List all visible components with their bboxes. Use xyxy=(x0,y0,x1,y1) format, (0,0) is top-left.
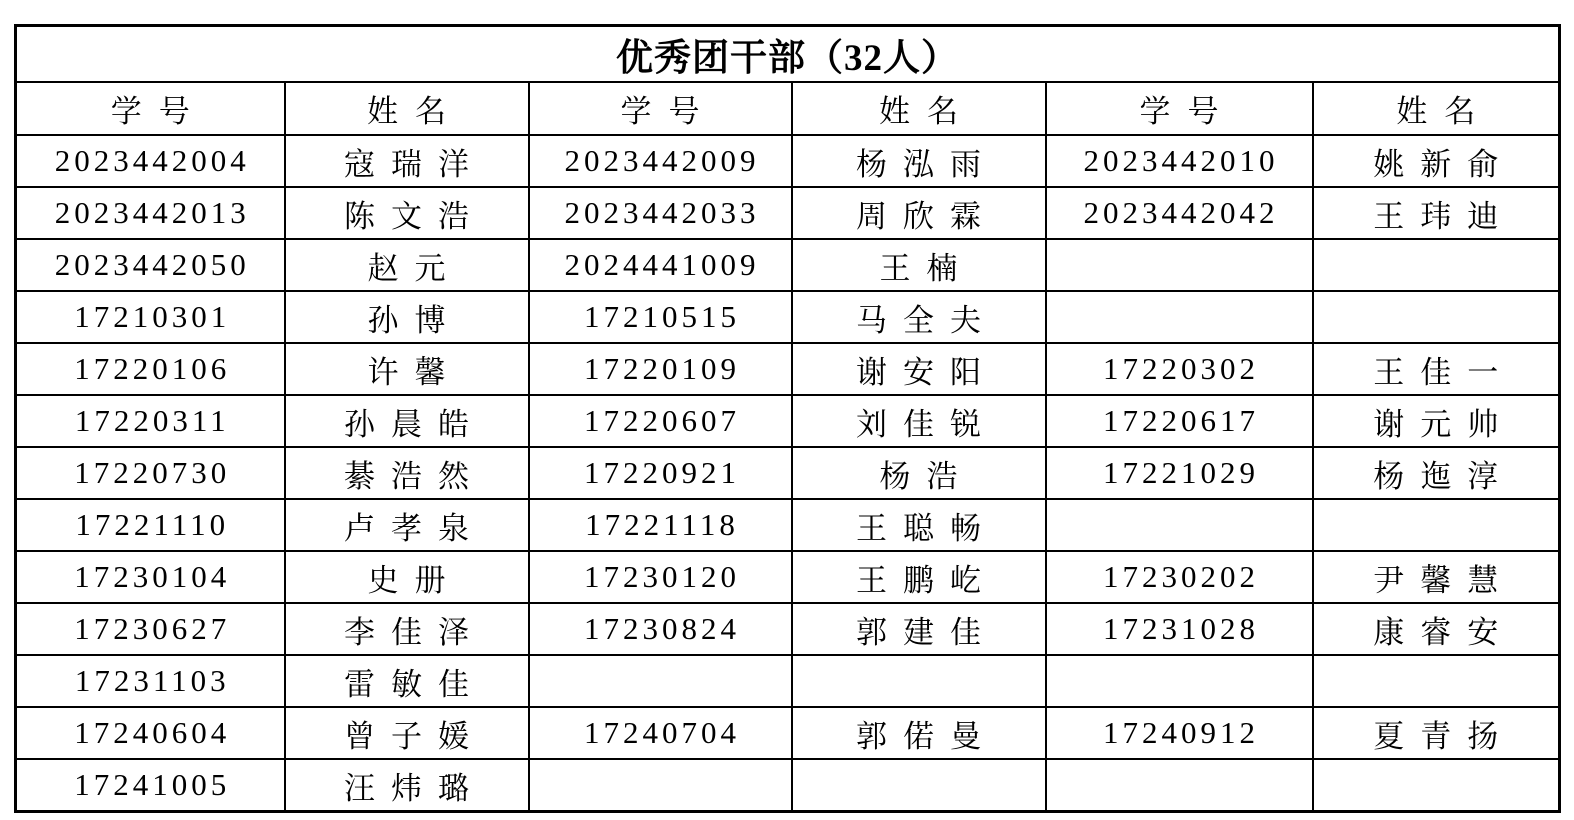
table-title: 优秀团干部（32人） xyxy=(16,26,1560,83)
student-id-cell: 17230104 xyxy=(16,551,285,603)
header-name: 姓名 xyxy=(285,82,529,135)
student-id-cell: 17220302 xyxy=(1046,343,1313,395)
student-id-cell xyxy=(529,655,792,707)
student-id-cell: 17231028 xyxy=(1046,603,1313,655)
name-cell: 雷敏佳 xyxy=(285,655,529,707)
student-id-cell: 17240604 xyxy=(16,707,285,759)
student-id-cell: 17220730 xyxy=(16,447,285,499)
student-id-cell: 17220607 xyxy=(529,395,792,447)
name-cell: 汪炜璐 xyxy=(285,759,529,812)
name-cell: 谢安阳 xyxy=(792,343,1046,395)
name-cell: 史册 xyxy=(285,551,529,603)
table-row xyxy=(16,395,1560,447)
table-row xyxy=(16,239,1560,291)
student-id-cell: 17220109 xyxy=(529,343,792,395)
name-cell: 孙博 xyxy=(285,291,529,343)
table-body xyxy=(16,135,1560,812)
student-id-cell xyxy=(1046,291,1313,343)
student-id-cell: 2023442033 xyxy=(529,187,792,239)
table-row xyxy=(16,135,1560,187)
student-id-cell: 17230202 xyxy=(1046,551,1313,603)
table-row xyxy=(16,655,1560,707)
student-id-cell: 17221118 xyxy=(529,499,792,551)
student-id-cell xyxy=(529,759,792,812)
header-student-id: 学号 xyxy=(1046,82,1313,135)
table-row xyxy=(16,343,1560,395)
name-cell: 王佳一 xyxy=(1313,343,1560,395)
table-row xyxy=(16,291,1560,343)
student-id-cell xyxy=(1046,655,1313,707)
table-row xyxy=(16,551,1560,603)
name-cell: 王鹏屹 xyxy=(792,551,1046,603)
name-cell: 杨泓雨 xyxy=(792,135,1046,187)
student-id-cell: 17210301 xyxy=(16,291,285,343)
student-id-cell xyxy=(1046,499,1313,551)
student-id-cell: 2023442009 xyxy=(529,135,792,187)
student-id-cell: 17230627 xyxy=(16,603,285,655)
student-id-cell: 17241005 xyxy=(16,759,285,812)
student-id-cell xyxy=(1046,759,1313,812)
table-row xyxy=(16,447,1560,499)
name-cell: 孙晨皓 xyxy=(285,395,529,447)
name-cell: 夏青扬 xyxy=(1313,707,1560,759)
name-cell: 王楠 xyxy=(792,239,1046,291)
student-id-cell: 2023442050 xyxy=(16,239,285,291)
name-cell: 寇瑞洋 xyxy=(285,135,529,187)
name-cell xyxy=(1313,759,1560,812)
header-student-id: 学号 xyxy=(16,82,285,135)
table-row xyxy=(16,603,1560,655)
name-cell: 王玮迪 xyxy=(1313,187,1560,239)
name-cell: 谢元帅 xyxy=(1313,395,1560,447)
student-id-cell: 2023442010 xyxy=(1046,135,1313,187)
student-id-cell: 2024441009 xyxy=(529,239,792,291)
name-cell: 刘佳锐 xyxy=(792,395,1046,447)
name-cell: 赵元 xyxy=(285,239,529,291)
table-row xyxy=(16,759,1560,812)
name-cell xyxy=(1313,291,1560,343)
student-id-cell: 17221029 xyxy=(1046,447,1313,499)
student-id-cell: 17231103 xyxy=(16,655,285,707)
student-id-cell: 17210515 xyxy=(529,291,792,343)
student-id-cell: 2023442013 xyxy=(16,187,285,239)
table-row xyxy=(16,707,1560,759)
header-name: 姓名 xyxy=(792,82,1046,135)
student-id-cell: 2023442042 xyxy=(1046,187,1313,239)
student-id-cell: 17230824 xyxy=(529,603,792,655)
student-id-cell: 17220921 xyxy=(529,447,792,499)
award-table xyxy=(14,24,1561,813)
student-id-cell: 17221110 xyxy=(16,499,285,551)
name-cell xyxy=(792,655,1046,707)
header-row xyxy=(16,82,1560,135)
student-id-cell: 17220106 xyxy=(16,343,285,395)
name-cell: 杨迤淳 xyxy=(1313,447,1560,499)
name-cell xyxy=(1313,239,1560,291)
name-cell: 康睿安 xyxy=(1313,603,1560,655)
header-name: 姓名 xyxy=(1313,82,1560,135)
name-cell: 郭偌曼 xyxy=(792,707,1046,759)
name-cell xyxy=(1313,499,1560,551)
student-id-cell: 17240912 xyxy=(1046,707,1313,759)
header-student-id: 学号 xyxy=(529,82,792,135)
name-cell: 马全夫 xyxy=(792,291,1046,343)
student-id-cell xyxy=(1046,239,1313,291)
name-cell: 卢孝泉 xyxy=(285,499,529,551)
student-id-cell: 17230120 xyxy=(529,551,792,603)
name-cell xyxy=(792,759,1046,812)
name-cell: 曾子媛 xyxy=(285,707,529,759)
name-cell: 綦浩然 xyxy=(285,447,529,499)
title-row xyxy=(16,26,1560,83)
student-id-cell: 17240704 xyxy=(529,707,792,759)
name-cell: 李佳泽 xyxy=(285,603,529,655)
award-table-container xyxy=(14,24,1561,813)
student-id-cell: 17220617 xyxy=(1046,395,1313,447)
student-id-cell: 17220311 xyxy=(16,395,285,447)
name-cell: 杨浩 xyxy=(792,447,1046,499)
name-cell: 姚新俞 xyxy=(1313,135,1560,187)
name-cell: 王聪畅 xyxy=(792,499,1046,551)
name-cell xyxy=(1313,655,1560,707)
table-row xyxy=(16,187,1560,239)
name-cell: 陈文浩 xyxy=(285,187,529,239)
name-cell: 许馨 xyxy=(285,343,529,395)
table-row xyxy=(16,499,1560,551)
name-cell: 郭建佳 xyxy=(792,603,1046,655)
name-cell: 周欣霖 xyxy=(792,187,1046,239)
student-id-cell: 2023442004 xyxy=(16,135,285,187)
name-cell: 尹馨慧 xyxy=(1313,551,1560,603)
